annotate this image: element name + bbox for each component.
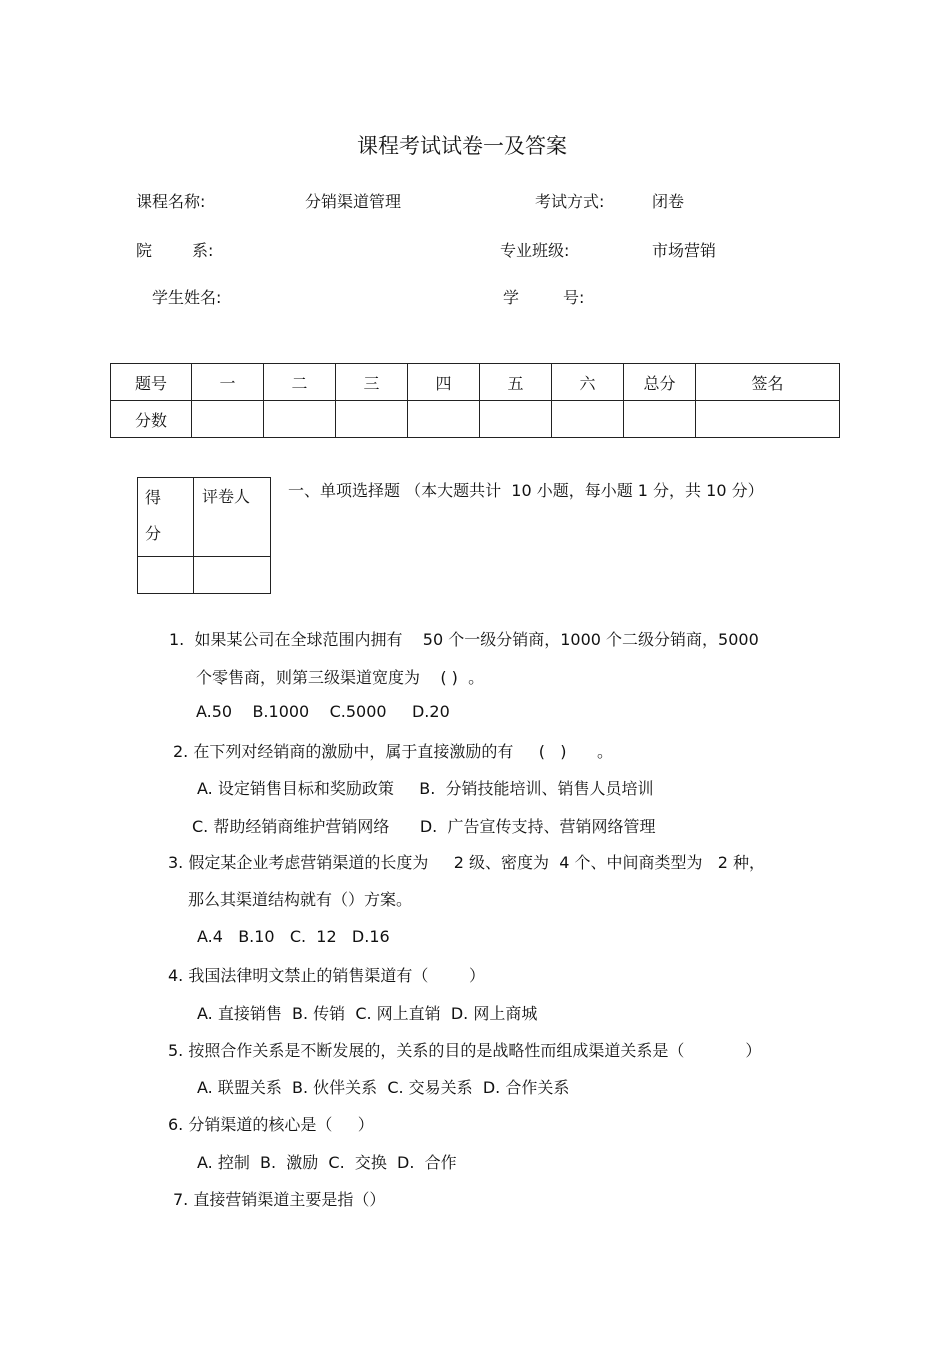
student-id-label-suffix: 号: [563,288,585,307]
question-1-line-2: 个零售商，则第三级渠道宽度为 ( ) 。 [196,668,485,687]
signature-cell[interactable] [696,401,840,438]
question-4-line-1: 4. 我国法律明文禁止的销售渠道有（ ） [168,966,486,985]
score-cell[interactable] [480,401,552,438]
grader-signature-cell[interactable] [194,557,271,594]
exam-mode-label: 考试方式: [535,192,605,211]
student-id-label: 学 [503,288,520,307]
score-table-header-cell: 六 [552,364,624,401]
question-7-line-1: 7. 直接营销渠道主要是指（） [173,1190,386,1209]
question-3-line-2: 那么其渠道结构就有（）方案。 [188,890,413,909]
question-5-line-1: 5. 按照合作关系是不断发展的，关系的目的是战略性而组成渠道关系是（ ） [168,1041,762,1060]
major-value: 市场营销 [652,241,717,260]
score-char-1: 得 [145,488,162,507]
score-row-label: 分数 [111,401,192,438]
question-1-options: A.50 B.1000 C.5000 D.20 [196,702,450,721]
score-table-header-cell: 一 [192,364,264,401]
score-cell[interactable] [192,401,264,438]
major-label: 专业班级: [500,241,570,260]
student-name-label: 学生姓名: [152,288,222,307]
score-cell[interactable] [336,401,408,438]
question-2-options-b: C. 帮助经销商维护营销网络 D. 广告宣传支持、营销网络管理 [192,817,656,836]
course-name-value: 分销渠道管理 [305,192,402,211]
question-5-options: A. 联盟关系 B. 伙伴关系 C. 交易关系 D. 合作关系 [197,1078,570,1097]
page-title: 课程考试试卷一及答案 [357,134,567,158]
grader-box [137,477,271,594]
question-2-line-1: 2. 在下列对经销商的激励中，属于直接激励的有 ( ) 。 [173,742,614,761]
score-cell[interactable] [408,401,480,438]
question-3-options: A.4 B.10 C. 12 D.16 [197,927,390,946]
department-label: 院 [136,241,153,260]
score-table-header-cell: 三 [336,364,408,401]
question-1-line-1: 1. 如果某公司在全球范围内拥有 50 个一级分销商，1000 个二级分销商，5000 [169,630,759,649]
score-table [110,363,840,438]
score-table-header-cell: 二 [264,364,336,401]
score-table-header-cell: 题号 [111,364,192,401]
score-header-cell [138,478,194,557]
grader-header-cell: 评卷人 [194,478,271,557]
department-label-suffix: 系: [192,241,214,260]
score-cell[interactable] [624,401,696,438]
score-cell[interactable] [552,401,624,438]
score-char-2: 分 [145,524,162,543]
question-3-line-1: 3. 假定某企业考虑营销渠道的长度为 2 级、密度为 4 个、中间商类型为 2 种， [168,853,766,872]
score-table-header-cell: 四 [408,364,480,401]
score-table-score-row [111,401,840,438]
question-2-options-a: A. 设定销售目标和奖励政策 B. 分销技能培训、销售人员培训 [197,779,654,798]
score-table-header-row [111,364,840,401]
section-heading: 一、单项选择题 （本大题共计 10 小题，每小题 1 分，共 10 分） [288,481,764,500]
exam-mode-value: 闭卷 [652,192,685,211]
course-name-label: 课程名称: [136,192,206,211]
question-6-line-1: 6. 分销渠道的核心是（ ） [168,1115,374,1134]
score-table-header-cell: 五 [480,364,552,401]
score-table-header-cell: 总分 [624,364,696,401]
question-4-options: A. 直接销售 B. 传销 C. 网上直销 D. 网上商城 [197,1004,538,1023]
score-table-header-cell: 签名 [696,364,840,401]
score-cell[interactable] [264,401,336,438]
section-score-cell[interactable] [138,557,194,594]
question-6-options: A. 控制 B. 激励 C. 交换 D. 合作 [197,1153,457,1172]
